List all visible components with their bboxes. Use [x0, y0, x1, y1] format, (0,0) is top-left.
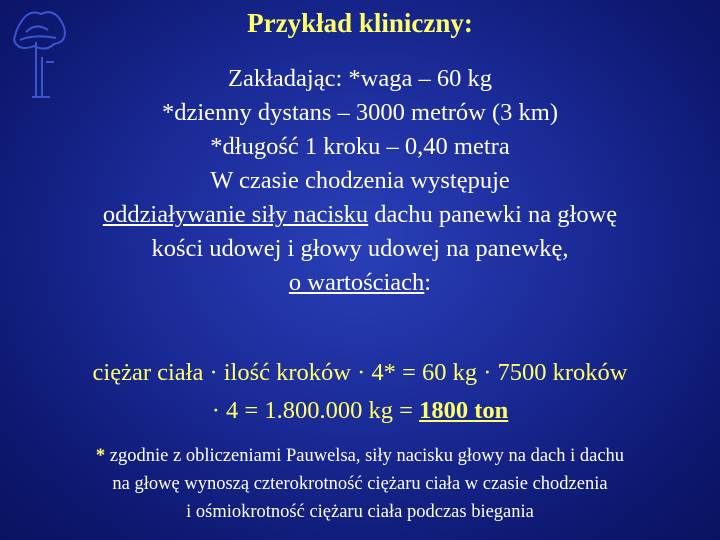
description-line-2 — [0, 198, 720, 232]
description-line-4-rest: : — [424, 269, 432, 296]
assumption-weight — [0, 62, 720, 96]
description-line-4 — [0, 266, 720, 300]
assumptions-block — [0, 62, 720, 300]
assumption-step-length: *długość 1 kroku – 0,40 metra — [210, 133, 510, 160]
calculation-line-1: ciężar ciała · ilość kroków · 4* = 60 kg · 7500 kroków — [92, 359, 628, 386]
calculation-prefix: · 4 = 1.800.000 kg = — [211, 397, 420, 424]
description-line-2-rest: dachu panewki na głowę — [368, 201, 618, 228]
description-line-1: W czasie chodzenia występuje — [210, 167, 510, 194]
calculation-block — [0, 354, 720, 430]
footnote-line-2: na głowę wynoszą czterokrotność ciężaru ciała w czasie chodzenia — [112, 474, 608, 494]
assumption-weight-value: *waga – 60 kg — [348, 65, 492, 92]
assumption-distance: *dzienny dystans – 3000 metrów (3 km) — [161, 99, 559, 126]
calculation-result: 1800 ton — [419, 397, 509, 424]
footnote-star: * — [95, 446, 106, 466]
assumption-prefix: Zakładając: — [228, 65, 349, 92]
footnote-line-1-text: zgodnie z obliczeniami Pauwelsa, siły nacisku głowy na dach i dachu — [105, 446, 625, 466]
footnote-block — [0, 442, 720, 526]
footnote-line-3: i ośmiokrotność ciężaru ciała podczas biegania — [186, 502, 534, 522]
description-line-3: kości udowej i głowy udowej na panewkę, — [151, 235, 569, 262]
calculation-line-2 — [0, 392, 720, 430]
slide-title: Przykład kliniczny: — [247, 8, 473, 38]
underlined-term-force: oddziaływanie siły nacisku — [102, 201, 369, 228]
footnote-line-1 — [0, 442, 720, 470]
underlined-term-values: o wartościach — [288, 269, 425, 296]
